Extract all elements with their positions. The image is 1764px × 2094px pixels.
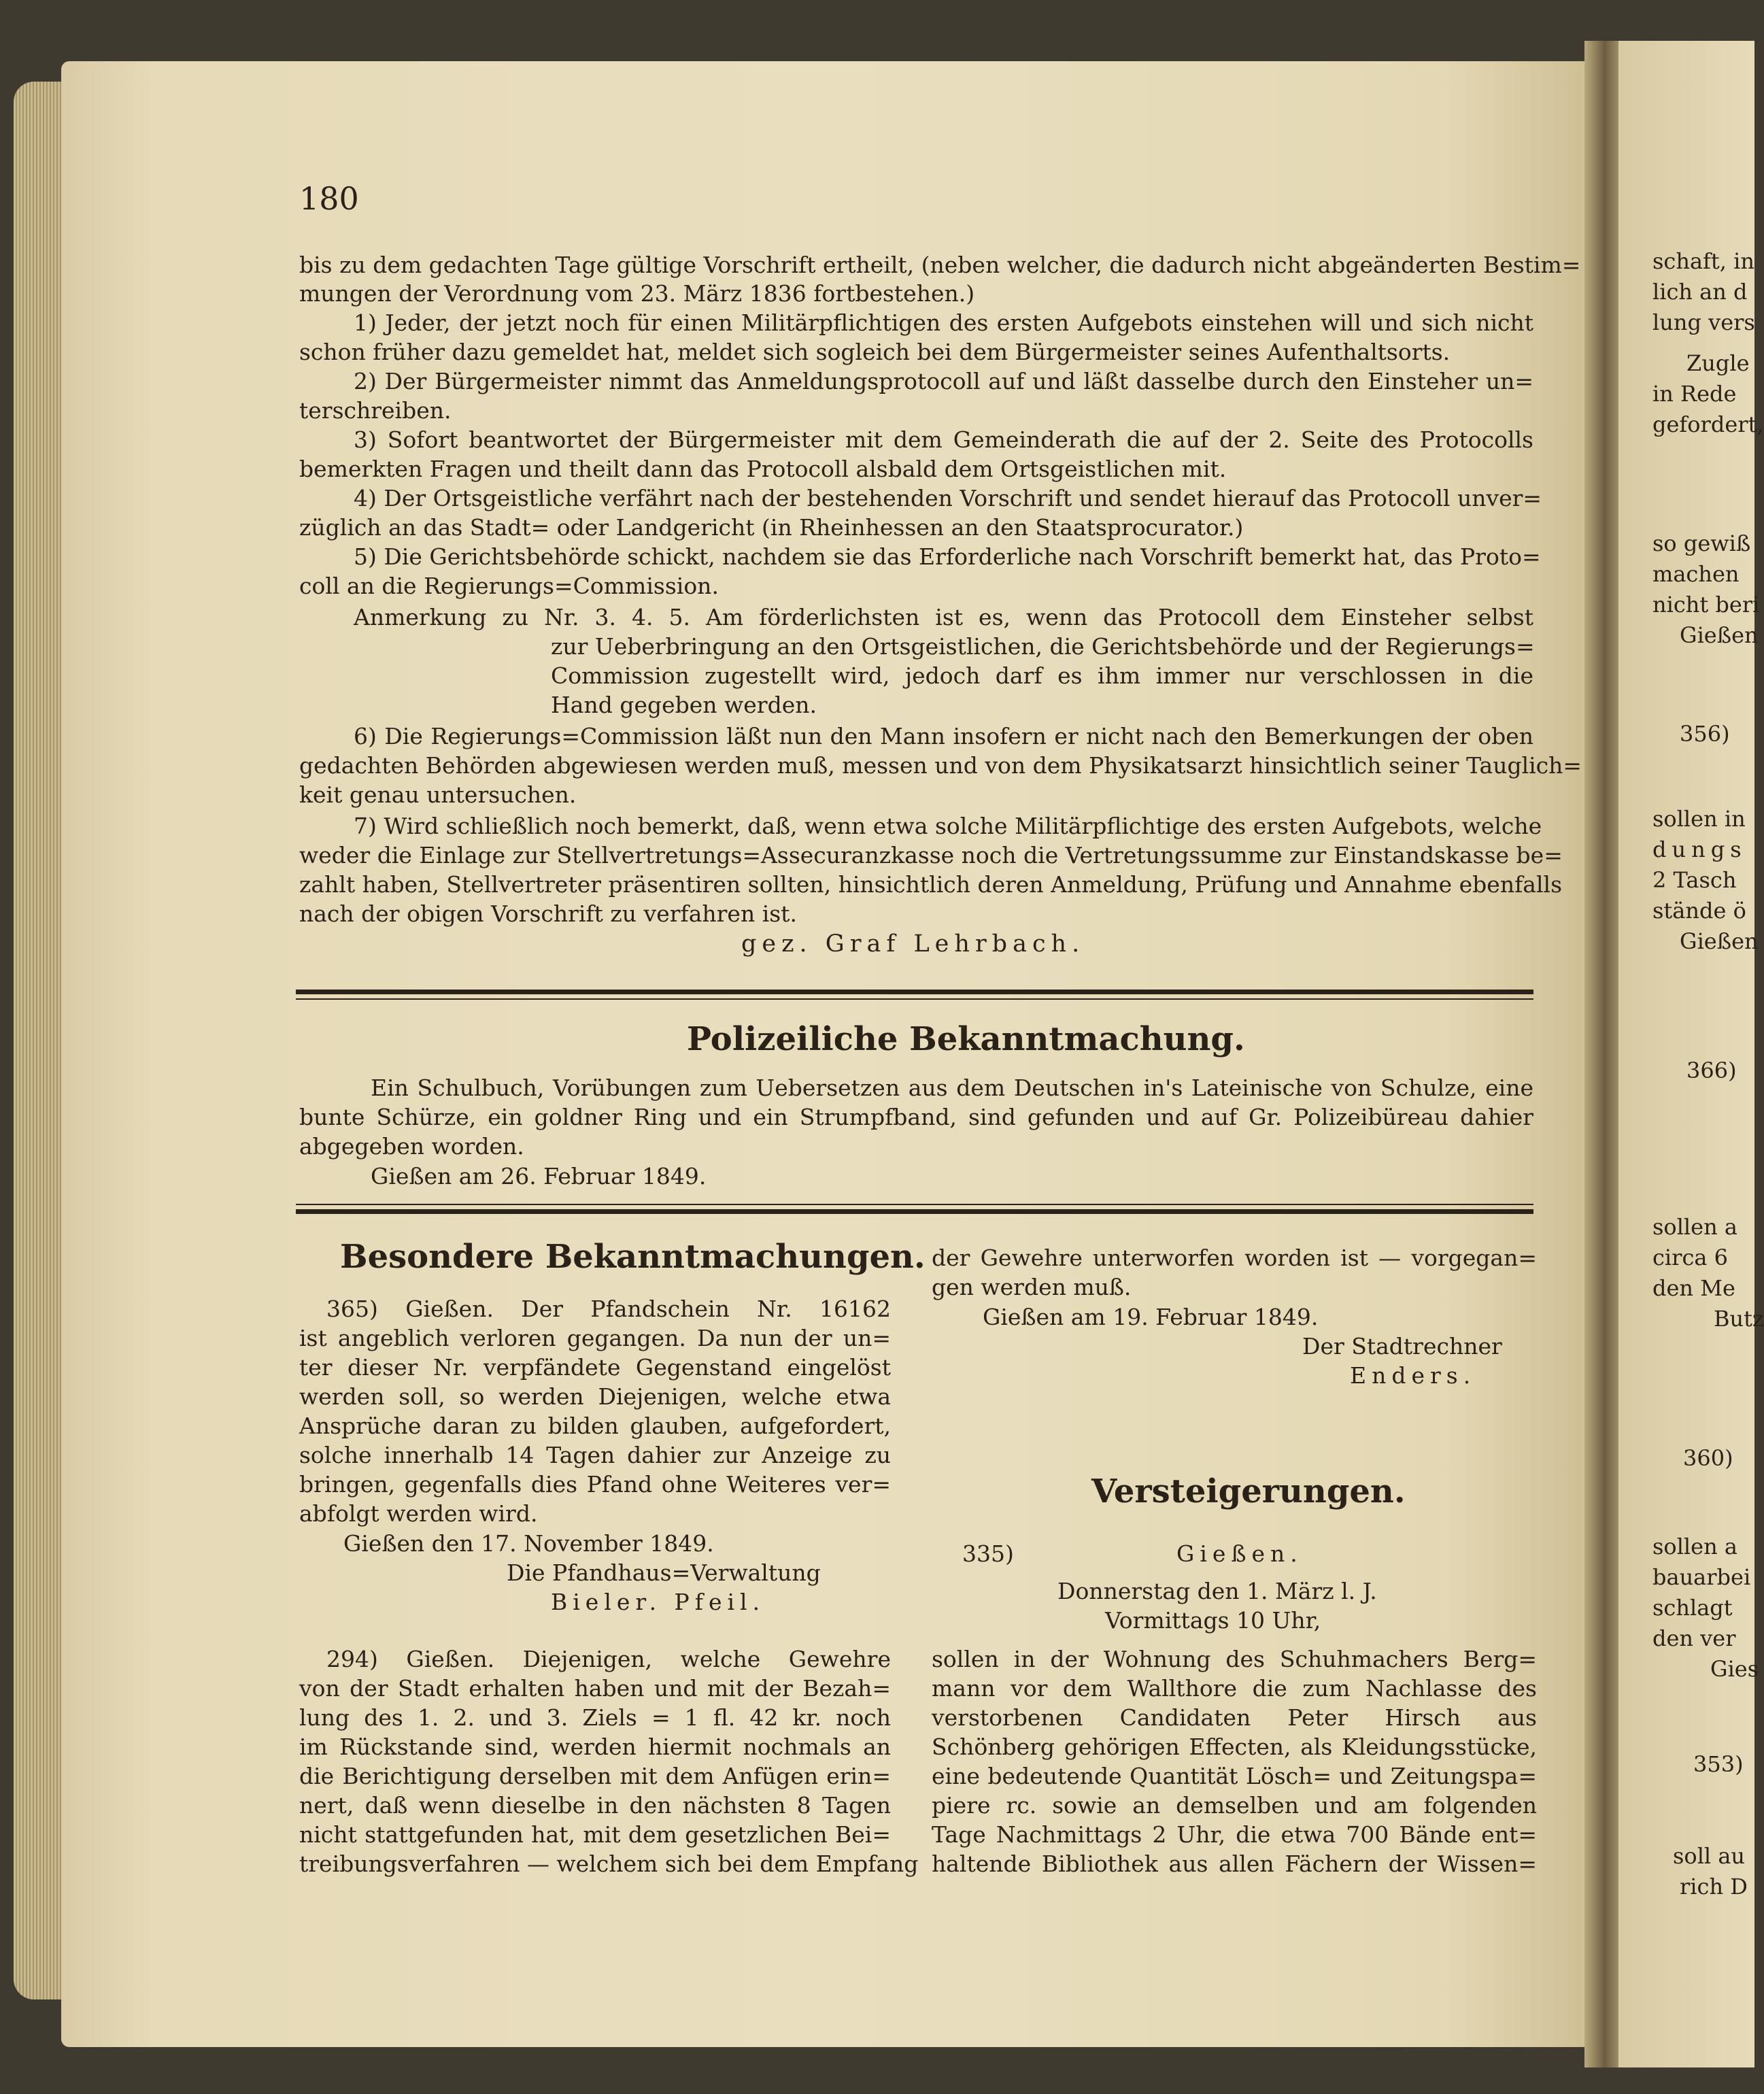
right-page-fragment: lich an d — [1652, 279, 1748, 305]
text-line: keit genau untersuchen. — [299, 781, 577, 808]
notice-335-line: eine bedeutende Quantität Lösch= und Zeitungspa= — [932, 1763, 1537, 1789]
notice-335-time: Vormittags 10 Uhr, — [1105, 1607, 1321, 1634]
right-page-fragment: bauarbei — [1652, 1564, 1751, 1590]
notice-365-line: ist angeblich verloren gegangen. Da nun der un= — [299, 1325, 891, 1351]
right-page-fragment: sollen a — [1652, 1534, 1737, 1559]
notice-294-line: nicht stattgefunden hat, mit dem gesetzlichen Bei= — [299, 1821, 891, 1848]
notice-365-line: abfolgt werden wird. — [299, 1500, 538, 1527]
right-page-fragment: machen — [1652, 561, 1740, 587]
notice-335-number: 335) — [962, 1540, 1014, 1567]
text-line: 1) Jeder, der jetzt noch für einen Militärpflichtigen des ersten Aufgebots einstehen will und sich nicht — [354, 309, 1533, 336]
notice-294-line: nert, daß wenn dieselbe in den nächsten 8 Tagen — [299, 1792, 891, 1819]
text-line: 2) Der Bürgermeister nimmt das Anmeldungsprotocoll auf und läßt dasselbe durch den Einsteher un= — [354, 368, 1533, 394]
section-rule — [296, 990, 1533, 994]
police-date: Gießen am 26. Februar 1849. — [371, 1163, 707, 1189]
right-page-fragment: Butz — [1714, 1306, 1764, 1332]
police-line: Ein Schulbuch, Vorübungen zum Uebersetzen aus dem Deutschen in's Lateinische von Schulze, eine — [371, 1075, 1533, 1101]
notice-294-line: lung des 1. 2. und 3. Ziels = 1 fl. 42 kr. noch — [299, 1704, 891, 1731]
right-page-fragment: Zugle — [1686, 350, 1750, 376]
text-line: weder die Einlage zur Stellvertretungs=Assecuranzkasse noch die Vertretungssumme zur Einstandskasse be= — [299, 842, 1563, 868]
notice-294-line: von der Stadt erhalten haben und mit der Bezah= — [299, 1675, 891, 1702]
text-line: bemerkten Fragen und theilt dann das Protocoll alsbald dem Ortsgeistlichen mit. — [299, 456, 1227, 482]
text-line: gedachten Behörden abgewiesen werden muß, messen und von dem Physikatsarzt hinsichtlich seiner Tauglich= — [299, 752, 1582, 779]
right-page-fragment: circa 6 — [1652, 1245, 1728, 1270]
signature: gez. Graf Lehrbach. — [741, 930, 1085, 958]
page-number: 180 — [299, 180, 359, 217]
continuation-line: gen werden muß. — [932, 1274, 1132, 1300]
right-page-fragment: Gießen — [1680, 928, 1759, 954]
auctions-heading: Versteigerungen. — [1091, 1472, 1406, 1510]
right-page-fragment: 356) — [1680, 721, 1730, 747]
text-line: terschreiben. — [299, 397, 452, 424]
right-page-fragment: den Me — [1652, 1275, 1735, 1301]
notice-335-line: piere rc. sowie an demselben und am folgenden — [932, 1792, 1537, 1819]
right-page-fragment: dungs — [1652, 837, 1747, 862]
notice-294-line: die Berichtigung derselben mit dem Anfügen erin= — [299, 1763, 891, 1789]
right-page-fragment: 366) — [1686, 1058, 1737, 1083]
notice-365-date: Gießen den 17. November 1849. — [343, 1530, 714, 1557]
right-page-fragment: Gies — [1710, 1656, 1759, 1682]
right-page-fragment: lung vers — [1652, 309, 1755, 335]
right-page-fragment: stände ö — [1652, 898, 1746, 924]
police-line: bunte Schürze, ein goldner Ring und ein Strumpfband, sind gefunden und auf Gr. Polizeibüreau dahier — [299, 1104, 1533, 1130]
right-page-fragment: 2 Tasch — [1652, 867, 1737, 893]
section-rule-thin — [296, 1204, 1533, 1205]
notice-335-line: sollen in der Wohnung des Schuhmachers Berg= — [932, 1646, 1537, 1672]
remark-line: Anmerkung zu Nr. 3. 4. 5. Am förderlichsten ist es, wenn das Protocoll dem Einsteher selbst — [354, 604, 1533, 630]
right-page-fragment: rich D — [1680, 1874, 1748, 1899]
text-line: 4) Der Ortsgeistliche verfährt nach der bestehenden Vorschrift und sendet hierauf das Protocoll unver= — [354, 485, 1542, 511]
notice-335-line: haltende Bibliothek aus allen Fächern der Wissen= — [932, 1851, 1537, 1877]
right-page-fragment: sollen a — [1652, 1214, 1737, 1240]
notice-335-place: Gießen. — [1176, 1540, 1303, 1567]
text-line: züglich an das Stadt= oder Landgericht (in Rheinhessen an den Staatsprocurator.) — [299, 514, 1244, 541]
notice-294-office: Der Stadtrechner — [1302, 1333, 1502, 1360]
police-heading: Polizeiliche Bekanntmachung. — [687, 1020, 1245, 1058]
right-page-fragment: sollen in — [1652, 806, 1746, 832]
notice-335-date: Donnerstag den 1. März l. J. — [1057, 1578, 1377, 1604]
notice-294-line: treibungsverfahren — welchem sich bei dem Empfang — [299, 1851, 919, 1877]
notice-365-line: 365) Gießen. Der Pfandschein Nr. 16162 — [326, 1296, 891, 1322]
right-page-fragment: gefordert, — [1652, 411, 1764, 437]
notice-365-line: werden soll, so werden Diejenigen, welche etwa — [299, 1383, 891, 1410]
right-page-fragment: so gewiß — [1652, 530, 1751, 556]
notice-335-line: Schönberg gehörigen Effecten, als Kleidungsstücke, — [932, 1734, 1537, 1760]
special-notices-heading: Besondere Bekanntmachungen. — [340, 1238, 926, 1276]
right-page-fragment: schlagt — [1652, 1595, 1733, 1621]
section-rule-thin — [296, 998, 1533, 1000]
notice-335-line: verstorbenen Candidaten Peter Hirsch aus — [932, 1704, 1537, 1731]
right-page-fragment: in Rede — [1652, 381, 1737, 407]
text-line: mungen der Verordnung vom 23. März 1836 fortbestehen.) — [299, 280, 975, 307]
remark-line: Commission zugestellt wird, jedoch darf es ihm immer nur verschlossen in die — [551, 662, 1533, 689]
text-line: 3) Sofort beantwortet der Bürgermeister mit dem Gemeinderath die auf der 2. Seite des Protocolls — [354, 426, 1533, 453]
remark-line: Hand gegeben werden. — [551, 692, 817, 718]
notice-335-line: mann vor dem Wallthore die zum Nachlasse des — [932, 1675, 1537, 1702]
right-page-fragment: 353) — [1693, 1751, 1744, 1777]
text-line: schon früher dazu gemeldet hat, meldet sich sogleich bei dem Bürgermeister seines Aufenthaltsorts. — [299, 339, 1451, 365]
notice-365-line: ter dieser Nr. verpfändete Gegenstand eingelöst — [299, 1354, 891, 1381]
notice-365-line: bringen, gegenfalls dies Pfand ohne Weiteres ver= — [299, 1471, 891, 1498]
notice-365-office: Die Pfandhaus=Verwaltung — [507, 1559, 821, 1586]
text-line: 5) Die Gerichtsbehörde schickt, nachdem sie das Erforderliche nach Vorschrift bemerkt hat, das Proto= — [354, 543, 1541, 570]
right-page-fragment: nicht beri — [1652, 592, 1760, 618]
book-page-edges — [14, 82, 68, 1999]
text-line: nach der obigen Vorschrift zu verfahren ist. — [299, 900, 797, 927]
notice-365-line: Ansprüche daran zu bilden glauben, aufgefordert, — [299, 1413, 891, 1439]
right-page-fragment: Gießen — [1680, 622, 1759, 648]
notice-365-names: Bieler. Pfeil. — [551, 1589, 766, 1615]
notice-335-line: Tage Nachmittags 2 Uhr, die etwa 700 Bände ent= — [932, 1821, 1537, 1848]
continuation-line: der Gewehre unterworfen worden ist — vorgegan= — [932, 1245, 1537, 1271]
remark-line: zur Ueberbringung an den Ortsgeistlichen, die Gerichtsbehörde und der Regierungs= — [551, 633, 1535, 660]
notice-365-line: solche innerhalb 14 Tagen dahier zur Anzeige zu — [299, 1442, 891, 1468]
text-line: zahlt haben, Stellvertreter präsentiren sollten, hinsichtlich deren Anmeldung, Prüfung und Annahme ebenfalls — [299, 871, 1563, 898]
text-line: bis zu dem gedachten Tage gültige Vorschrift ertheilt, (neben welcher, die dadurch nicht abgeänderten Bestim= — [299, 252, 1581, 278]
section-rule — [296, 1209, 1533, 1214]
notice-294-name: Enders. — [1350, 1362, 1476, 1389]
notice-294-line: 294) Gießen. Diejenigen, welche Gewehre — [326, 1646, 891, 1672]
notice-294-line: im Rückstande sind, werden hiermit nochmals an — [299, 1734, 891, 1760]
right-page-fragment: den ver — [1652, 1625, 1736, 1651]
text-line: 6) Die Regierungs=Commission läßt nun den Mann insofern er nicht nach den Bemerkungen der oben — [354, 723, 1533, 749]
police-line: abgegeben worden. — [299, 1133, 524, 1160]
text-line: 7) Wird schließlich noch bemerkt, daß, wenn etwa solche Militärpflichtige des ersten Aufgebots, welche — [354, 813, 1542, 839]
notice-294-date: Gießen am 19. Februar 1849. — [983, 1304, 1319, 1330]
right-page-fragment: soll au — [1673, 1843, 1746, 1869]
text-line: coll an die Regierungs=Commission. — [299, 573, 719, 599]
right-page-fragment: 360) — [1683, 1445, 1733, 1471]
right-page-fragment: schaft, in — [1652, 248, 1754, 274]
